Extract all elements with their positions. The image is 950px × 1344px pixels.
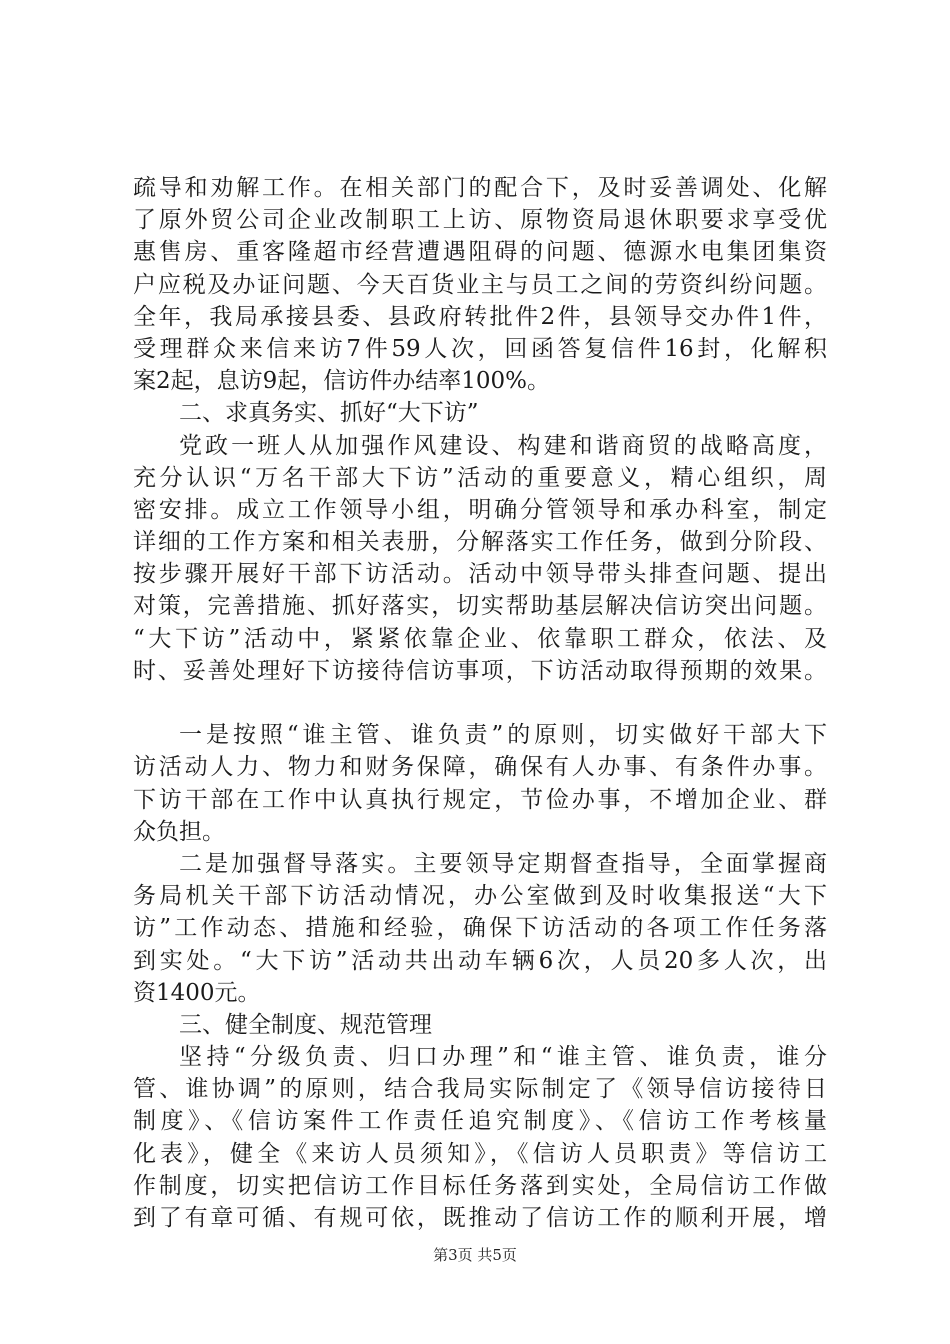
text-line: 到了有章可循、有规可依，既推动了信访工作的顺利开展，增 (133, 1205, 827, 1231)
text-line: 务局机关干部下访活动情况，办公室做到及时收集报送“大下 (133, 883, 827, 910)
text-line: 党政一班人从加强作风建设、构建和谐商贸的战略高度， (179, 432, 827, 459)
text-line: 众负担。 (133, 818, 225, 845)
text-line: 全年，我局承接县委、县政府转批件2件，县领导交办件1件， (133, 303, 827, 330)
text-line: 资1400元。 (133, 979, 261, 1006)
text-line: 访”工作动态、措施和经验，确保下访活动的各项工作任务落 (133, 915, 827, 942)
page-footer: 第3页 共5页 (433, 1246, 517, 1264)
text-line: 三、健全制度、规范管理 (179, 1011, 432, 1038)
text-line: 管、谁协调”的原则，结合我局实际制定了《领导信访接待日 (133, 1076, 827, 1103)
text-line: 下访干部在工作中认真执行规定，节俭办事，不增加企业、群 (133, 786, 827, 813)
text-line: 坚持“分级负责、归口办理”和“谁主管、谁负责，谁分 (179, 1044, 827, 1071)
text-line: 制度》、《信访案件工作责任追究制度》、《信访工作考核量 (133, 1108, 827, 1135)
text-line: 访活动人力、物力和财务保障，确保有人办事、有条件办事。 (133, 754, 827, 781)
text-line: 化表》，健全《来访人员须知》，《信访人员职责》等信访工 (133, 1140, 827, 1167)
text-line: “大下访”活动中，紧紧依靠企业、依靠职工群众，依法、及 (133, 625, 827, 652)
text-line: 详细的工作方案和相关表册，分解落实工作任务，做到分阶段、 (133, 529, 827, 556)
text-line: 惠售房、重客隆超市经营遭遇阻碍的问题、德源水电集团集资 (133, 239, 827, 266)
text-line: 按步骤开展好干部下访活动。活动中领导带头排查问题、提出 (133, 561, 827, 588)
text-line: 了原外贸公司企业改制职工上访、原物资局退休职要求享受优 (133, 207, 827, 234)
text-line: 受理群众来信来访7件59人次，回函答复信件16封，化解积 (133, 335, 827, 362)
text-line: 对策，完善措施、抓好落实，切实帮助基层解决信访突出问题。 (133, 593, 827, 620)
document-body (133, 172, 827, 1234)
text-line: 充分认识“万名干部大下访”活动的重要意义，精心组织，周 (133, 464, 827, 491)
text-line: 到实处。“大下访”活动共出动车辆6次，人员20多人次，出 (133, 947, 827, 974)
text-line: 户应税及办证问题、今天百货业主与员工之间的劳资纠纷问题。 (133, 271, 827, 298)
text-line: 一是按照“谁主管、谁负责”的原则，切实做好干部大下 (179, 722, 827, 749)
text-line: 二、求真务实、抓好“大下访” (179, 400, 479, 427)
text-line: 作制度，切实把信访工作目标任务落到实处，全局信访工作做 (133, 1172, 827, 1199)
text-line: 疏导和劝解工作。在相关部门的配合下，及时妥善调处、化解 (133, 175, 827, 201)
blank-line (133, 687, 827, 719)
text-line: 密安排。成立工作领导小组，明确分管领导和承办科室，制定 (133, 496, 827, 523)
text-line: 时、妥善处理好下访接待信访事项，下访活动取得预期的效果。 (133, 657, 827, 684)
text-line: 案2起，息访9起，信访件办结率100%。 (133, 368, 551, 395)
text-line: 二是加强督导落实。主要领导定期督查指导，全面掌握商 (179, 850, 827, 877)
